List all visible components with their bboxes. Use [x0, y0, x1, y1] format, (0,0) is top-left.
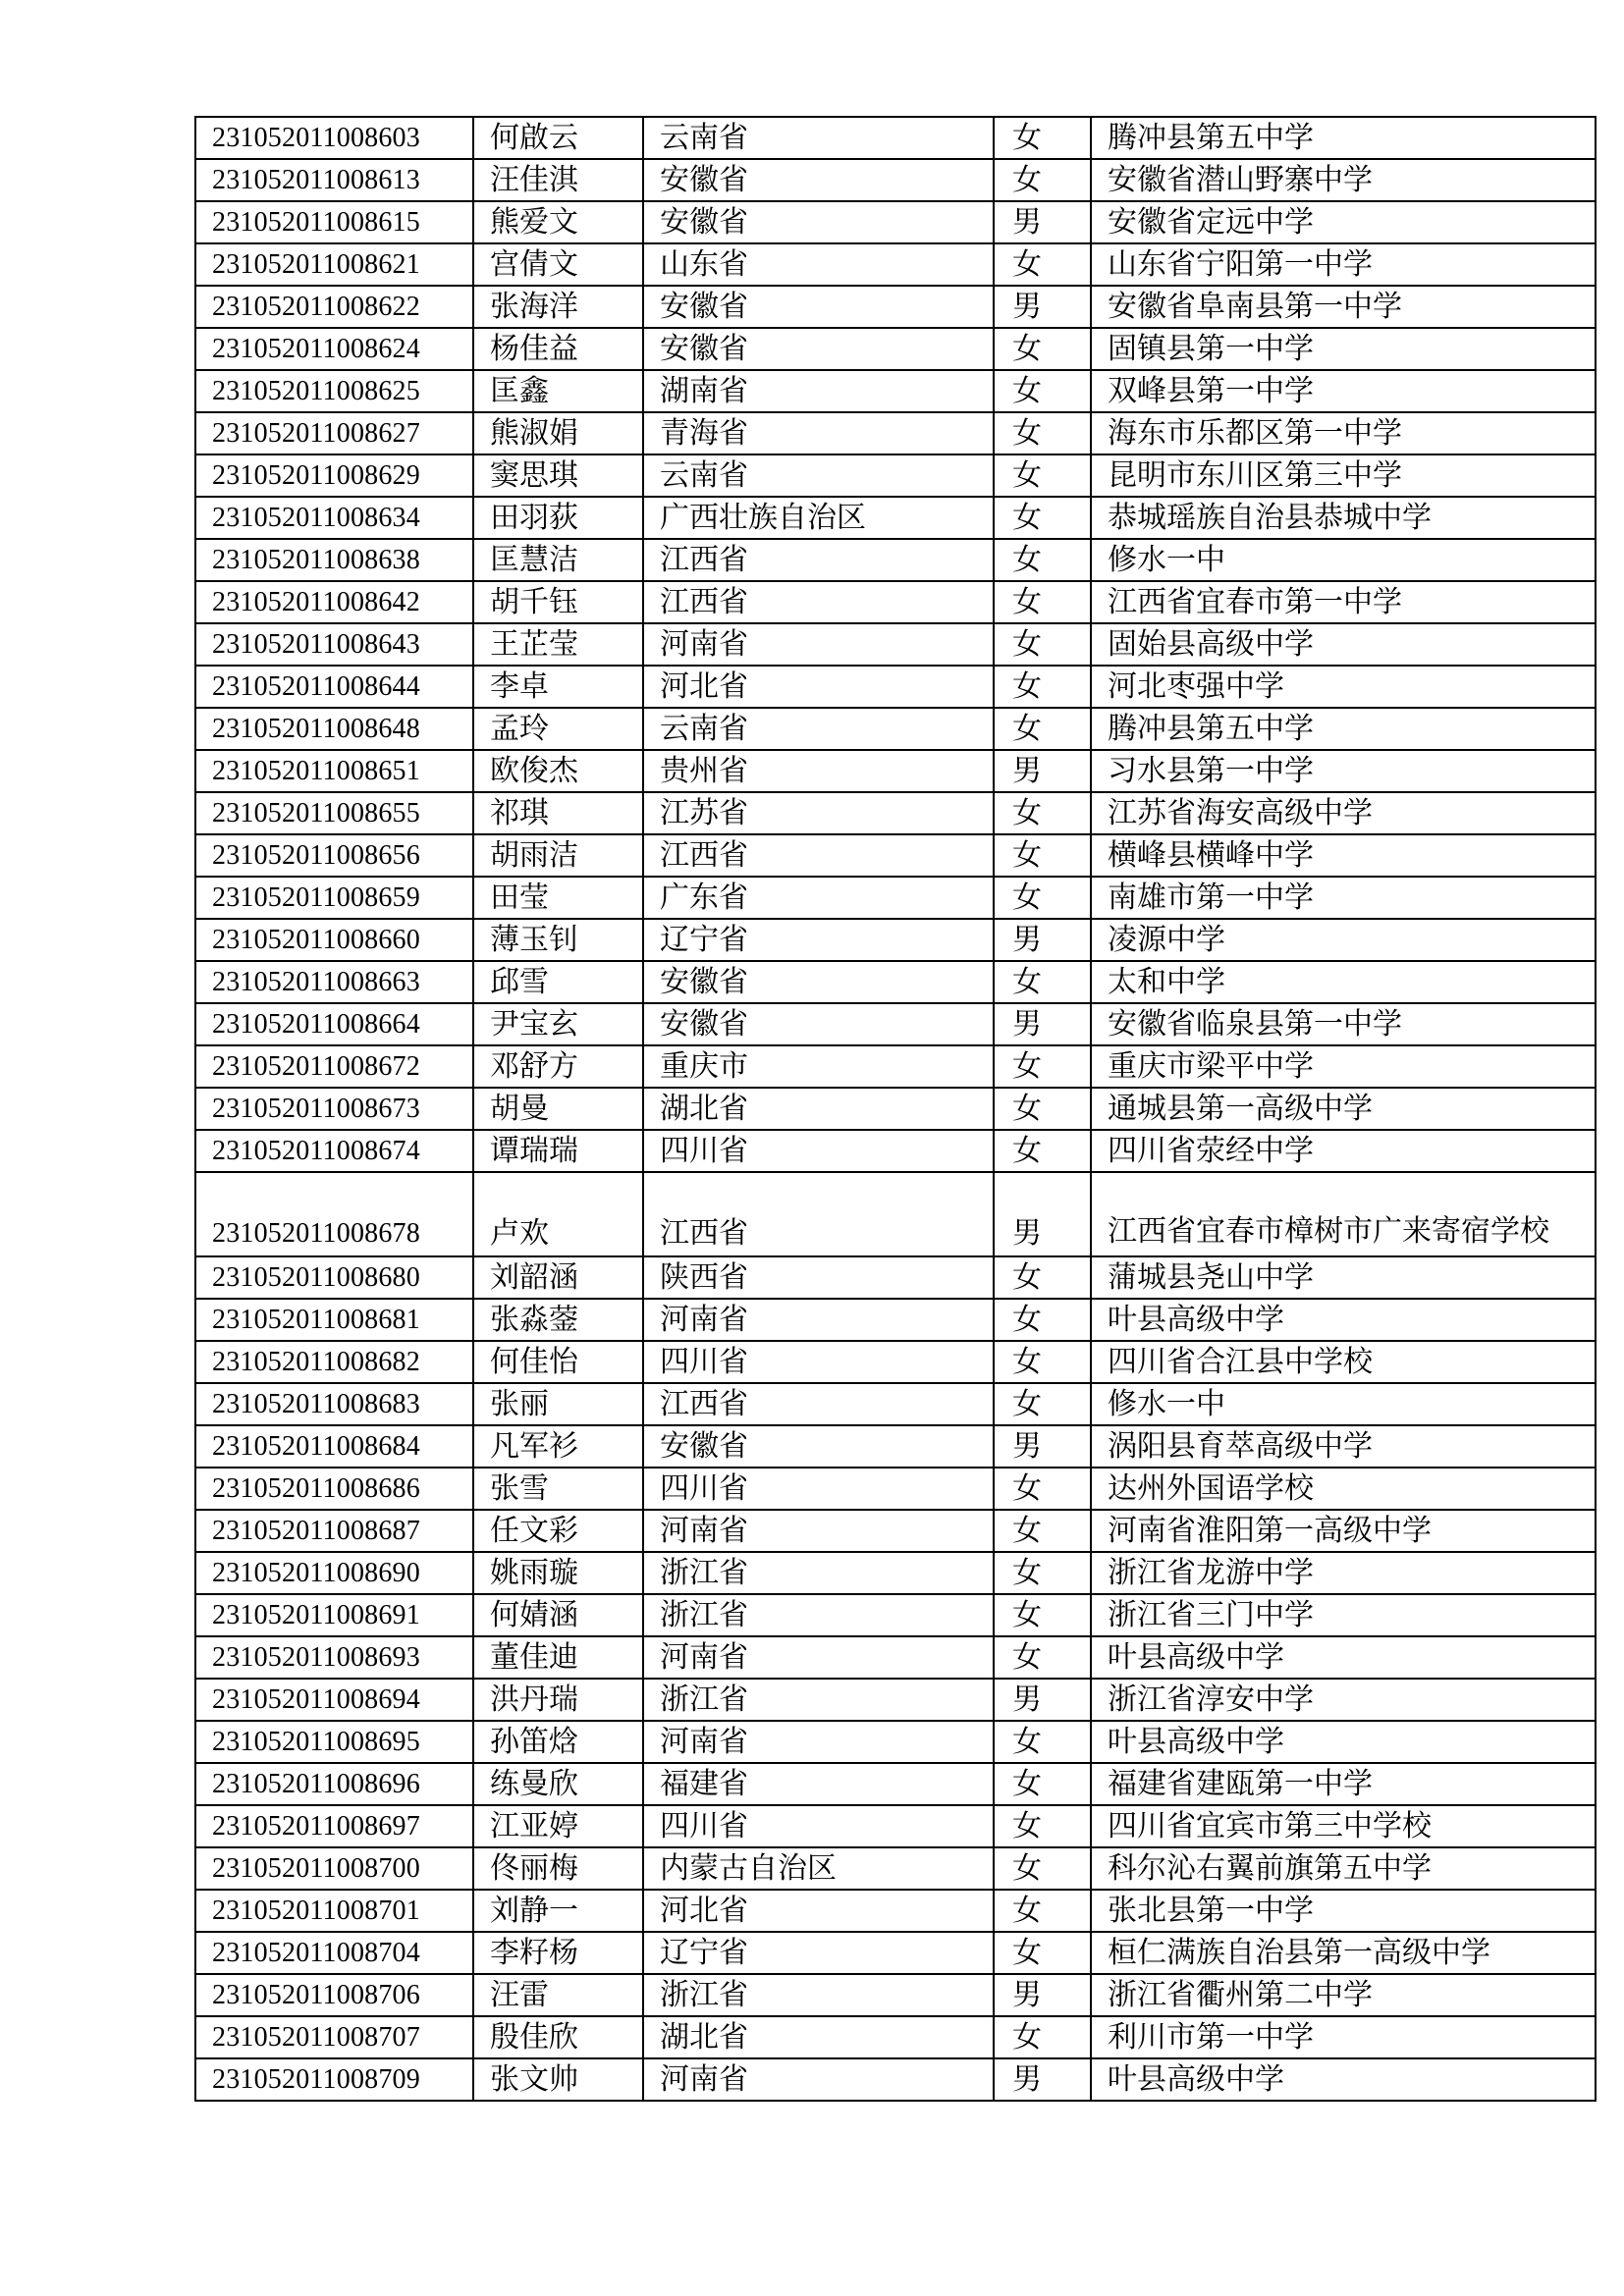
- exam-id-cell: 231052011008659: [195, 877, 473, 919]
- student-name-cell: 张雪: [473, 1468, 643, 1510]
- school-cell: 浙江省龙游中学: [1091, 1552, 1596, 1594]
- school-cell: 南雄市第一中学: [1091, 877, 1596, 919]
- gender-cell: 女: [994, 1088, 1091, 1130]
- school-cell: 昆明市东川区第三中学: [1091, 454, 1596, 497]
- student-name-cell: 胡雨洁: [473, 834, 643, 877]
- province-cell: 贵州省: [643, 750, 994, 792]
- province-cell: 青海省: [643, 412, 994, 454]
- gender-cell: 女: [994, 1805, 1091, 1847]
- table-row: [195, 2058, 1596, 2101]
- school-cell: 恭城瑶族自治县恭城中学: [1091, 497, 1596, 539]
- table-row: [195, 1003, 1596, 1045]
- province-cell: 河北省: [643, 666, 994, 708]
- exam-id-cell: 231052011008648: [195, 708, 473, 750]
- exam-id-cell: 231052011008707: [195, 2016, 473, 2058]
- table-row: [195, 243, 1596, 286]
- exam-id-cell: 231052011008684: [195, 1425, 473, 1468]
- gender-cell: 男: [994, 201, 1091, 243]
- gender-cell: 女: [994, 1890, 1091, 1932]
- school-cell: 习水县第一中学: [1091, 750, 1596, 792]
- exam-id-cell: 231052011008693: [195, 1636, 473, 1679]
- gender-cell: 女: [994, 497, 1091, 539]
- student-name-cell: 张丽: [473, 1383, 643, 1425]
- exam-id-cell: 231052011008638: [195, 539, 473, 581]
- exam-id-cell: 231052011008701: [195, 1890, 473, 1932]
- province-cell: 广西壮族自治区: [643, 497, 994, 539]
- table-row: [195, 834, 1596, 877]
- exam-id-cell: 231052011008651: [195, 750, 473, 792]
- exam-id-cell: 231052011008682: [195, 1341, 473, 1383]
- exam-id-cell: 231052011008680: [195, 1256, 473, 1299]
- student-name-cell: 田羽荻: [473, 497, 643, 539]
- province-cell: 河南省: [643, 1299, 994, 1341]
- province-cell: 浙江省: [643, 1679, 994, 1721]
- table-row: [195, 623, 1596, 666]
- gender-cell: 男: [994, 2058, 1091, 2101]
- province-cell: 重庆市: [643, 1045, 994, 1088]
- student-name-cell: 李籽杨: [473, 1932, 643, 1974]
- school-cell: 叶县高级中学: [1091, 1299, 1596, 1341]
- gender-cell: 女: [994, 1594, 1091, 1636]
- gender-cell: 女: [994, 1383, 1091, 1425]
- school-cell: 双峰县第一中学: [1091, 370, 1596, 412]
- province-cell: 云南省: [643, 454, 994, 497]
- gender-cell: 女: [994, 412, 1091, 454]
- student-name-cell: 李卓: [473, 666, 643, 708]
- exam-id-cell: 231052011008615: [195, 201, 473, 243]
- student-name-cell: 姚雨璇: [473, 1552, 643, 1594]
- table-row: [195, 666, 1596, 708]
- school-cell: 江西省宜春市第一中学: [1091, 581, 1596, 623]
- table-row: [195, 328, 1596, 370]
- gender-cell: 女: [994, 581, 1091, 623]
- province-cell: 四川省: [643, 1130, 994, 1172]
- province-cell: 四川省: [643, 1805, 994, 1847]
- student-name-cell: 祁琪: [473, 792, 643, 834]
- student-name-cell: 张文帅: [473, 2058, 643, 2101]
- school-cell: 通城县第一高级中学: [1091, 1088, 1596, 1130]
- school-cell: 凌源中学: [1091, 919, 1596, 961]
- student-name-cell: 欧俊杰: [473, 750, 643, 792]
- gender-cell: 女: [994, 961, 1091, 1003]
- province-cell: 广东省: [643, 877, 994, 919]
- gender-cell: 女: [994, 1552, 1091, 1594]
- school-cell: 海东市乐都区第一中学: [1091, 412, 1596, 454]
- school-cell: 桓仁满族自治县第一高级中学: [1091, 1932, 1596, 1974]
- gender-cell: 男: [994, 286, 1091, 328]
- student-name-cell: 江亚婷: [473, 1805, 643, 1847]
- province-cell: 江西省: [643, 539, 994, 581]
- school-cell: 涡阳县育萃高级中学: [1091, 1425, 1596, 1468]
- student-name-cell: 匡慧洁: [473, 539, 643, 581]
- province-cell: 四川省: [643, 1468, 994, 1510]
- province-cell: 江西省: [643, 581, 994, 623]
- exam-id-cell: 231052011008642: [195, 581, 473, 623]
- gender-cell: 女: [994, 370, 1091, 412]
- gender-cell: 女: [994, 1763, 1091, 1805]
- gender-cell: 女: [994, 792, 1091, 834]
- exam-id-cell: 231052011008644: [195, 666, 473, 708]
- student-name-cell: 佟丽梅: [473, 1847, 643, 1890]
- table-row: [195, 1721, 1596, 1763]
- province-cell: 河南省: [643, 623, 994, 666]
- school-cell: 安徽省潜山野寨中学: [1091, 159, 1596, 201]
- table-row: [195, 1552, 1596, 1594]
- school-cell: 安徽省临泉县第一中学: [1091, 1003, 1596, 1045]
- student-name-cell: 孙笛焓: [473, 1721, 643, 1763]
- province-cell: 安徽省: [643, 1425, 994, 1468]
- student-name-cell: 胡千钰: [473, 581, 643, 623]
- province-cell: 湖南省: [643, 370, 994, 412]
- exam-id-cell: 231052011008664: [195, 1003, 473, 1045]
- roster-table: [194, 116, 1597, 2102]
- table-row: [195, 919, 1596, 961]
- exam-id-cell: 231052011008656: [195, 834, 473, 877]
- exam-id-cell: 231052011008678: [195, 1172, 473, 1256]
- student-name-cell: 董佳迪: [473, 1636, 643, 1679]
- gender-cell: 女: [994, 1932, 1091, 1974]
- table-row: [195, 159, 1596, 201]
- table-row: [195, 1679, 1596, 1721]
- province-cell: 内蒙古自治区: [643, 1847, 994, 1890]
- province-cell: 安徽省: [643, 328, 994, 370]
- student-name-cell: 尹宝玄: [473, 1003, 643, 1045]
- province-cell: 四川省: [643, 1341, 994, 1383]
- student-name-cell: 何佳怡: [473, 1341, 643, 1383]
- school-cell: 腾冲县第五中学: [1091, 117, 1596, 159]
- province-cell: 河北省: [643, 1890, 994, 1932]
- student-name-cell: 汪雷: [473, 1974, 643, 2016]
- gender-cell: 女: [994, 117, 1091, 159]
- table-row: [195, 581, 1596, 623]
- exam-id-cell: 231052011008704: [195, 1932, 473, 1974]
- exam-id-cell: 231052011008627: [195, 412, 473, 454]
- student-name-cell: 张淼蓥: [473, 1299, 643, 1341]
- exam-id-cell: 231052011008709: [195, 2058, 473, 2101]
- student-name-cell: 何婧涵: [473, 1594, 643, 1636]
- province-cell: 江西省: [643, 1383, 994, 1425]
- province-cell: 安徽省: [643, 961, 994, 1003]
- province-cell: 安徽省: [643, 159, 994, 201]
- student-name-cell: 王芷莹: [473, 623, 643, 666]
- province-cell: 浙江省: [643, 1552, 994, 1594]
- province-cell: 浙江省: [643, 1594, 994, 1636]
- table-row: [195, 1045, 1596, 1088]
- province-cell: 云南省: [643, 708, 994, 750]
- school-cell: 腾冲县第五中学: [1091, 708, 1596, 750]
- table-row: [195, 792, 1596, 834]
- province-cell: 江西省: [643, 834, 994, 877]
- school-cell: 河南省淮阳第一高级中学: [1091, 1510, 1596, 1552]
- exam-id-cell: 231052011008681: [195, 1299, 473, 1341]
- table-row: [195, 454, 1596, 497]
- table-row: [195, 750, 1596, 792]
- student-name-cell: 邓舒方: [473, 1045, 643, 1088]
- school-cell: 河北枣强中学: [1091, 666, 1596, 708]
- table-row: [195, 1932, 1596, 1974]
- school-cell: 四川省荥经中学: [1091, 1130, 1596, 1172]
- student-name-cell: 任文彩: [473, 1510, 643, 1552]
- table-row: [195, 1172, 1596, 1256]
- exam-id-cell: 231052011008700: [195, 1847, 473, 1890]
- gender-cell: 女: [994, 1130, 1091, 1172]
- province-cell: 江苏省: [643, 792, 994, 834]
- exam-id-cell: 231052011008625: [195, 370, 473, 412]
- province-cell: 江西省: [643, 1172, 994, 1256]
- school-cell: 四川省宜宾市第三中学校: [1091, 1805, 1596, 1847]
- gender-cell: 男: [994, 1679, 1091, 1721]
- table-row: [195, 1256, 1596, 1299]
- exam-id-cell: 231052011008660: [195, 919, 473, 961]
- table-row: [195, 370, 1596, 412]
- table-row: [195, 1890, 1596, 1932]
- school-cell: 浙江省三门中学: [1091, 1594, 1596, 1636]
- exam-id-cell: 231052011008694: [195, 1679, 473, 1721]
- gender-cell: 女: [994, 623, 1091, 666]
- province-cell: 河南省: [643, 1721, 994, 1763]
- gender-cell: 女: [994, 1847, 1091, 1890]
- school-cell: 利川市第一中学: [1091, 2016, 1596, 2058]
- exam-id-cell: 231052011008687: [195, 1510, 473, 1552]
- gender-cell: 女: [994, 328, 1091, 370]
- school-cell: 科尔沁右翼前旗第五中学: [1091, 1847, 1596, 1890]
- gender-cell: 男: [994, 1974, 1091, 2016]
- exam-id-cell: 231052011008674: [195, 1130, 473, 1172]
- province-cell: 安徽省: [643, 201, 994, 243]
- school-cell: 浙江省淳安中学: [1091, 1679, 1596, 1721]
- province-cell: 福建省: [643, 1763, 994, 1805]
- school-cell: 太和中学: [1091, 961, 1596, 1003]
- table-row: [195, 1383, 1596, 1425]
- school-cell: 横峰县横峰中学: [1091, 834, 1596, 877]
- school-cell: 浙江省衢州第二中学: [1091, 1974, 1596, 2016]
- table-row: [195, 412, 1596, 454]
- gender-cell: 男: [994, 1003, 1091, 1045]
- table-row: [195, 1805, 1596, 1847]
- gender-cell: 男: [994, 1172, 1091, 1256]
- student-name-cell: 田莹: [473, 877, 643, 919]
- table-row: [195, 708, 1596, 750]
- gender-cell: 女: [994, 454, 1091, 497]
- student-name-cell: 何啟云: [473, 117, 643, 159]
- gender-cell: 男: [994, 1425, 1091, 1468]
- table-row: [195, 877, 1596, 919]
- student-name-cell: 胡曼: [473, 1088, 643, 1130]
- exam-id-cell: 231052011008634: [195, 497, 473, 539]
- student-name-cell: 孟玲: [473, 708, 643, 750]
- exam-id-cell: 231052011008673: [195, 1088, 473, 1130]
- school-cell: 江苏省海安高级中学: [1091, 792, 1596, 834]
- exam-id-cell: 231052011008686: [195, 1468, 473, 1510]
- exam-id-cell: 231052011008695: [195, 1721, 473, 1763]
- province-cell: 浙江省: [643, 1974, 994, 2016]
- gender-cell: 女: [994, 708, 1091, 750]
- student-name-cell: 洪丹瑞: [473, 1679, 643, 1721]
- exam-id-cell: 231052011008624: [195, 328, 473, 370]
- exam-id-cell: 231052011008683: [195, 1383, 473, 1425]
- gender-cell: 女: [994, 877, 1091, 919]
- exam-id-cell: 231052011008603: [195, 117, 473, 159]
- table-row: [195, 1763, 1596, 1805]
- province-cell: 辽宁省: [643, 1932, 994, 1974]
- student-name-cell: 熊淑娟: [473, 412, 643, 454]
- school-cell: 重庆市梁平中学: [1091, 1045, 1596, 1088]
- gender-cell: 女: [994, 1636, 1091, 1679]
- province-cell: 安徽省: [643, 286, 994, 328]
- province-cell: 陕西省: [643, 1256, 994, 1299]
- student-name-cell: 张海洋: [473, 286, 643, 328]
- school-cell: 达州外国语学校: [1091, 1468, 1596, 1510]
- school-cell: 四川省合江县中学校: [1091, 1341, 1596, 1383]
- province-cell: 安徽省: [643, 1003, 994, 1045]
- gender-cell: 男: [994, 919, 1091, 961]
- gender-cell: 女: [994, 834, 1091, 877]
- student-name-cell: 练曼欣: [473, 1763, 643, 1805]
- gender-cell: 女: [994, 539, 1091, 581]
- school-cell: 叶县高级中学: [1091, 1721, 1596, 1763]
- province-cell: 山东省: [643, 243, 994, 286]
- table-row: [195, 961, 1596, 1003]
- gender-cell: 女: [994, 1256, 1091, 1299]
- school-cell: 固始县高级中学: [1091, 623, 1596, 666]
- exam-id-cell: 231052011008706: [195, 1974, 473, 2016]
- student-name-cell: 刘静一: [473, 1890, 643, 1932]
- exam-id-cell: 231052011008621: [195, 243, 473, 286]
- student-name-cell: 窦思琪: [473, 454, 643, 497]
- school-cell: 安徽省定远中学: [1091, 201, 1596, 243]
- student-name-cell: 汪佳淇: [473, 159, 643, 201]
- gender-cell: 女: [994, 1045, 1091, 1088]
- province-cell: 湖北省: [643, 2016, 994, 2058]
- exam-id-cell: 231052011008696: [195, 1763, 473, 1805]
- province-cell: 河南省: [643, 1510, 994, 1552]
- table-row: [195, 1425, 1596, 1468]
- gender-cell: 女: [994, 666, 1091, 708]
- table-row: [195, 1510, 1596, 1552]
- student-name-cell: 宫倩文: [473, 243, 643, 286]
- student-name-cell: 谭瑞瑞: [473, 1130, 643, 1172]
- gender-cell: 男: [994, 750, 1091, 792]
- table-row: [195, 117, 1596, 159]
- student-name-cell: 薄玉钊: [473, 919, 643, 961]
- school-cell: 张北县第一中学: [1091, 1890, 1596, 1932]
- gender-cell: 女: [994, 243, 1091, 286]
- gender-cell: 女: [994, 1299, 1091, 1341]
- table-row: [195, 1594, 1596, 1636]
- table-row: [195, 286, 1596, 328]
- table-row: [195, 1847, 1596, 1890]
- exam-id-cell: 231052011008691: [195, 1594, 473, 1636]
- table-row: [195, 1974, 1596, 2016]
- table-row: [195, 1130, 1596, 1172]
- exam-id-cell: 231052011008697: [195, 1805, 473, 1847]
- student-name-cell: 凡军衫: [473, 1425, 643, 1468]
- gender-cell: 女: [994, 1468, 1091, 1510]
- student-name-cell: 卢欢: [473, 1172, 643, 1256]
- exam-id-cell: 231052011008622: [195, 286, 473, 328]
- table-row: [195, 1088, 1596, 1130]
- school-cell: 山东省宁阳第一中学: [1091, 243, 1596, 286]
- province-cell: 辽宁省: [643, 919, 994, 961]
- province-cell: 河南省: [643, 1636, 994, 1679]
- student-name-cell: 邱雪: [473, 961, 643, 1003]
- school-cell: 叶县高级中学: [1091, 2058, 1596, 2101]
- table-row: [195, 1299, 1596, 1341]
- roster-body: [195, 117, 1596, 2101]
- student-name-cell: 匡鑫: [473, 370, 643, 412]
- province-cell: 湖北省: [643, 1088, 994, 1130]
- table-row: [195, 1468, 1596, 1510]
- exam-id-cell: 231052011008655: [195, 792, 473, 834]
- gender-cell: 女: [994, 159, 1091, 201]
- student-name-cell: 杨佳益: [473, 328, 643, 370]
- school-cell: 修水一中: [1091, 1383, 1596, 1425]
- exam-id-cell: 231052011008613: [195, 159, 473, 201]
- student-name-cell: 熊爱文: [473, 201, 643, 243]
- student-name-cell: 殷佳欣: [473, 2016, 643, 2058]
- school-cell: 叶县高级中学: [1091, 1636, 1596, 1679]
- exam-id-cell: 231052011008663: [195, 961, 473, 1003]
- school-cell: 安徽省阜南县第一中学: [1091, 286, 1596, 328]
- school-cell: 江西省宜春市樟树市广来寄宿学校: [1091, 1172, 1596, 1256]
- school-cell: 修水一中: [1091, 539, 1596, 581]
- exam-id-cell: 231052011008672: [195, 1045, 473, 1088]
- exam-id-cell: 231052011008629: [195, 454, 473, 497]
- gender-cell: 女: [994, 1721, 1091, 1763]
- table-row: [195, 1636, 1596, 1679]
- exam-id-cell: 231052011008690: [195, 1552, 473, 1594]
- gender-cell: 女: [994, 1341, 1091, 1383]
- gender-cell: 女: [994, 1510, 1091, 1552]
- province-cell: 河南省: [643, 2058, 994, 2101]
- table-row: [195, 201, 1596, 243]
- school-cell: 固镇县第一中学: [1091, 328, 1596, 370]
- table-row: [195, 497, 1596, 539]
- gender-cell: 女: [994, 2016, 1091, 2058]
- table-row: [195, 539, 1596, 581]
- school-cell: 福建省建瓯第一中学: [1091, 1763, 1596, 1805]
- table-row: [195, 1341, 1596, 1383]
- school-cell: 蒲城县尧山中学: [1091, 1256, 1596, 1299]
- exam-id-cell: 231052011008643: [195, 623, 473, 666]
- province-cell: 云南省: [643, 117, 994, 159]
- table-row: [195, 2016, 1596, 2058]
- student-name-cell: 刘韶涵: [473, 1256, 643, 1299]
